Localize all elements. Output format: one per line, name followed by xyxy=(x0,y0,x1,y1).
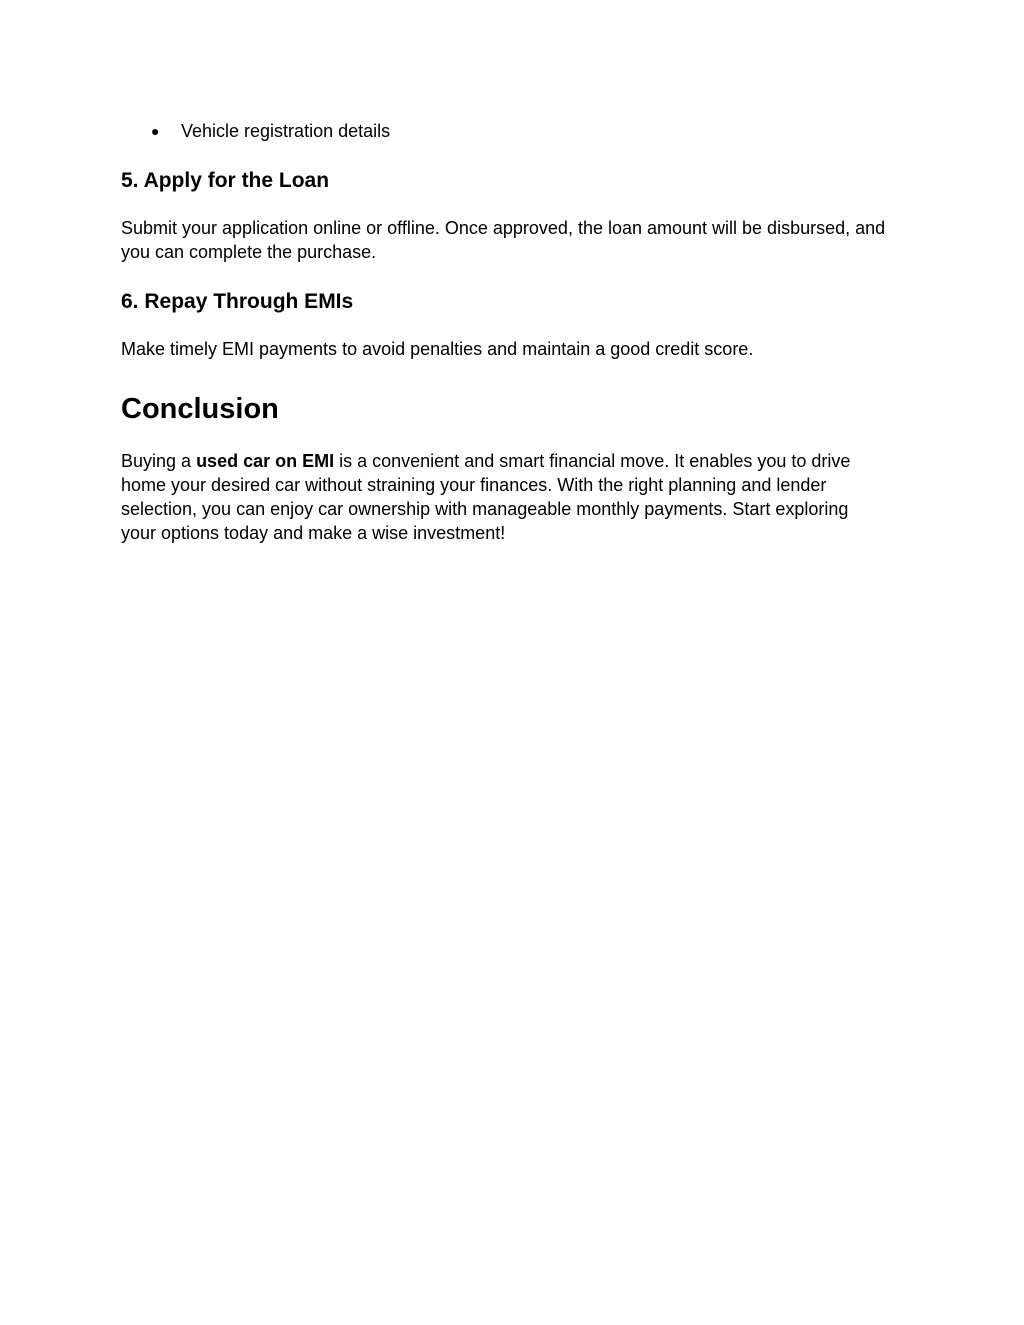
bullet-list xyxy=(121,119,390,143)
bullet-icon: ● xyxy=(151,123,160,139)
conclusion-keyword: used car on EMI xyxy=(196,451,335,471)
list-item xyxy=(121,119,390,143)
section-heading-apply: 5. Apply for the Loan xyxy=(121,169,330,192)
section-body-apply: Submit your application online or offline. Once approved, the loan amount will be disbursed, and you can complete the purchase. xyxy=(121,218,886,262)
conclusion-text-end: is a convenient and smart financial move. It enables you to drive home your desired car without straining your finances. With the right planning and lender selection, you can enjoy car ownership with manageable monthly payments. Start exploring your options today and make a wise investment! xyxy=(121,451,851,543)
list-item-text: Vehicle registration details xyxy=(181,121,391,141)
conclusion-body xyxy=(121,449,881,545)
conclusion-heading: Conclusion xyxy=(121,393,279,425)
section-body-repay: Make timely EMI payments to avoid penalties and maintain a good credit score. xyxy=(121,339,754,359)
section-heading-repay: 6. Repay Through EMIs xyxy=(121,290,354,313)
conclusion-text-start: Buying a xyxy=(121,451,197,471)
